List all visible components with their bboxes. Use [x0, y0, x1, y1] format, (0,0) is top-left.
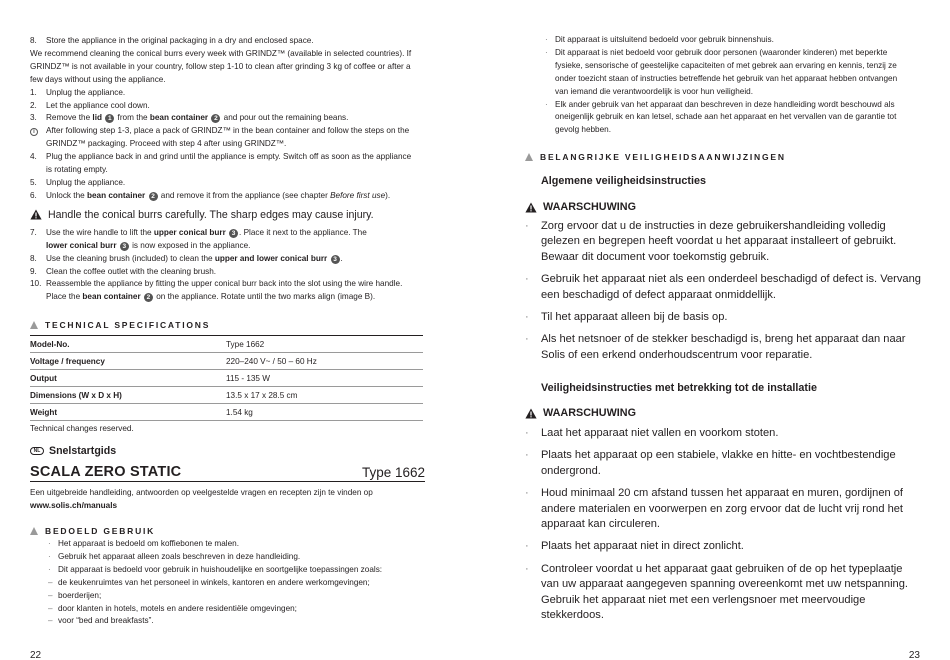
text-line: Solis of een erkend onderhoudscentrum voor reparatie. — [541, 348, 813, 361]
step-number: 4. — [30, 152, 37, 162]
page-number-right: 23 — [908, 650, 920, 660]
list-item-text: Het apparaat is bedoeld om koffiebonen te malen. — [58, 539, 240, 548]
text-line: fysieke, sensorische of geestelijke capaciteiten of met gebrek aan ervaring en kennis, tenzij ze — [555, 60, 897, 70]
list-item — [48, 538, 428, 551]
part-number-badge: 3 — [120, 242, 129, 251]
list-item — [525, 562, 925, 624]
step-number: 2. — [30, 100, 37, 110]
text-line: Dit apparaat is uitsluitend bedoeld voor gebruik binnenshuis. — [555, 35, 774, 44]
part-number-badge: 3 — [331, 255, 340, 264]
warning-icon — [525, 202, 537, 213]
triangle-icon — [30, 321, 38, 329]
text-line: Til het apparaat alleen bij de basis op. — [541, 311, 728, 324]
list-item-text — [541, 539, 925, 554]
product-title: SCALA ZERO STATIC — [30, 464, 182, 480]
sub-list-item-text: voor “bed and breakfasts”. — [58, 616, 154, 626]
safety-heading — [525, 152, 786, 162]
bullet: · — [525, 487, 529, 500]
step-number: 1. — [30, 87, 37, 97]
heading-text: BELANGRIJKE VEILIGHEIDSAANWIJZINGEN — [540, 152, 786, 162]
text: . — [340, 253, 343, 263]
step-number: 5. — [30, 177, 37, 187]
text: from the — [115, 113, 150, 123]
spec-value: Type 1662 — [226, 336, 423, 353]
step-3 — [30, 112, 425, 125]
dash: – — [48, 590, 53, 600]
intended-use-list — [48, 538, 428, 628]
sub-list-item-text: door klanten in hotels, motels en andere residentiële omgevingen; — [58, 603, 297, 613]
list-item-text — [541, 448, 925, 479]
list-item — [545, 47, 915, 99]
dash: – — [48, 616, 53, 626]
text: Unlock the — [46, 190, 87, 200]
step-number: 7. — [30, 227, 37, 237]
step-2 — [30, 100, 425, 113]
text-line: Elk ander gebruik van het apparaat dan beschreven in deze handleiding wordt beschouwd als — [555, 99, 895, 109]
list-item — [525, 539, 925, 554]
text-line: een beschadigd of defect apparaat onmiddellijk. — [541, 288, 776, 301]
step-7 — [30, 227, 425, 253]
text-line: oneigenlijk gebruik en kan letsel, schade aan het apparaat en het vervallen van de garantie tot — [555, 112, 897, 122]
spec-value: 13.5 x 17 x 28.5 cm — [226, 387, 423, 404]
part-bean-container: bean container — [149, 113, 209, 123]
warning-icon — [30, 209, 42, 220]
installation-safety-heading: Veiligheidsinstructies met betrekking tot de installatie — [541, 382, 817, 394]
info-icon-wrap — [30, 125, 46, 151]
list-item — [525, 426, 925, 441]
text: Use the cleaning brush (included) to clean the — [46, 253, 215, 263]
spec-row — [30, 336, 423, 353]
step-10 — [30, 278, 425, 304]
step-8-store — [30, 35, 425, 48]
text-line: Plaats het apparaat niet in direct zonlicht. — [541, 540, 744, 553]
installation-safety-list — [525, 426, 925, 623]
intended-use-heading — [30, 526, 155, 536]
bullet: · — [48, 564, 51, 574]
language-badge: NL — [30, 447, 44, 455]
text-line: onder toezicht staan of instructies betreffende het gebruik van het apparaat hebben ontvangen — [555, 73, 898, 83]
spec-key: Output — [30, 370, 226, 387]
page-number-left: 22 — [30, 650, 42, 660]
step-number: 8. — [30, 253, 37, 263]
text-line: van uw apparaat aangegeven spanning overeenkomt met uw netspanning. — [541, 578, 908, 591]
text: and pour out the remaining beans. — [221, 113, 349, 123]
list-item-text: Gebruik het apparaat alleen zoals beschreven in deze handleiding. — [58, 551, 301, 561]
text-line: Plaats het apparaat op een stabiele, vlakke en hitte- en vochtbestendige — [541, 449, 896, 462]
part-number-badge: 1 — [105, 114, 114, 123]
use-items — [48, 538, 428, 577]
step-1 — [30, 87, 425, 100]
warning-label-2 — [525, 407, 636, 419]
recommend-line-1: We recommend cleaning the conical burrs every week with GRINDZ™ (available in selected countries). If — [30, 48, 412, 58]
step-text: Clean the coffee outlet with the cleaning brush. — [46, 266, 217, 276]
list-item — [48, 551, 428, 564]
product-title-bar — [30, 464, 425, 482]
spec-row — [30, 370, 423, 387]
list-item-text — [555, 34, 915, 47]
spec-row — [30, 353, 423, 370]
bullet: · — [525, 273, 529, 286]
spec-key: Dimensions (W x D x H) — [30, 387, 226, 404]
general-safety-list — [525, 219, 925, 363]
text-line: Als het netsnoer of de stekker beschadigd is, breng het apparaat dan naar — [541, 333, 906, 346]
step-text — [46, 227, 425, 253]
step-text — [46, 253, 425, 266]
spec-value: 1.54 kg — [226, 404, 423, 421]
text-line: Gebruik het apparaat niet met een verlengsnoer met meervoudige — [541, 593, 866, 606]
triangle-icon — [525, 153, 533, 161]
spec-key: Model-No. — [30, 336, 226, 353]
general-safety-heading: Algemene veiligheidsinstructies — [541, 175, 707, 187]
text-line: Controleer voordat u het apparaat gaat gebruiken of de op het typeplaatje — [541, 562, 903, 575]
list-item-text: Dit apparaat is bedoeld voor gebruik in huishoudelijke en soortgelijke toepassingen zoals: — [58, 564, 383, 574]
tech-note: Technical changes reserved. — [30, 424, 134, 433]
part-number-badge: 3 — [229, 229, 238, 238]
text-line: gevolg hebben. — [555, 125, 611, 135]
bullet: · — [525, 220, 529, 232]
part-number-badge: 2 — [149, 192, 158, 201]
part-number-badge: 2 — [144, 293, 153, 302]
text-line: ondergrond. — [541, 464, 601, 477]
step-number: 3. — [30, 113, 37, 123]
quick-guide-text: Snelstartgids — [49, 445, 117, 457]
text: on the appliance. Rotate until the two marks align (image B). — [153, 292, 376, 302]
text-line: Dit apparaat is niet bedoeld voor gebruik door personen (waaronder kinderen) met beperkte — [555, 47, 888, 57]
text-line: Houd minimaal 20 cm afstand tussen het apparaat en muren, gordijnen of — [541, 487, 903, 500]
bullet: · — [525, 333, 529, 346]
text-line: andere materialen en voorwerpen en zorg ervoor dat de lucht vrij rond het — [541, 502, 903, 515]
intro-text: Een uitgebreide handleiding, antwoorden op veelgestelde vragen en recepten zijn te vinden op — [30, 488, 373, 497]
part-lid: lid — [92, 113, 102, 123]
list-item-text — [541, 426, 925, 441]
text-line: Bewaar dit document voor toekomstig gebruik. — [541, 250, 770, 263]
warning-text: WAARSCHUWING — [543, 407, 636, 419]
warning-icon — [525, 408, 537, 419]
step-text — [46, 278, 425, 304]
step-text: Unplug the appliance. — [46, 87, 126, 97]
step-9 — [30, 266, 425, 279]
part-number-badge: 2 — [211, 114, 220, 123]
step-line: Plug the appliance back in and grind until the appliance is empty. Switch off as soon as the appliance — [46, 152, 412, 162]
right-page — [475, 0, 950, 660]
text: Use the wire handle to lift the — [46, 227, 154, 237]
text-line: van iemand die verantwoordelijk is voor hun veiligheid. — [555, 86, 753, 96]
step-text — [46, 151, 425, 177]
list-item — [545, 34, 915, 47]
step-line: is rotating empty. — [46, 165, 108, 175]
dash: – — [48, 577, 53, 587]
spec-row — [30, 387, 423, 404]
spec-row — [30, 404, 423, 421]
list-item — [48, 564, 428, 577]
part-burrs: upper and lower conical burr — [214, 253, 328, 263]
bullet: · — [545, 35, 548, 44]
bullet: · — [525, 562, 529, 575]
bullet: · — [48, 551, 51, 561]
text: . Place it next to the appliance. The — [239, 227, 367, 237]
list-item — [525, 332, 925, 363]
list-item-text — [541, 310, 925, 325]
chapter-reference: Before first use — [330, 190, 386, 200]
sub-list-item-text: de keukenruimtes van het personeel in winkels, kantoren en andere werkomgevingen; — [58, 577, 370, 587]
info-line: After following step 1-3, place a pack of GRINDZ™ in the bean container and follow the steps on the — [46, 126, 410, 136]
spec-value: 115 - 135 W — [226, 370, 423, 387]
text: ). — [385, 190, 391, 200]
step-number: 10. — [30, 279, 42, 289]
step-text: Let the appliance cool down. — [46, 100, 150, 110]
part-bean-container: bean container — [86, 190, 146, 200]
part-upper-burr: upper conical burr — [153, 227, 226, 237]
step-5 — [30, 177, 425, 190]
bullet: · — [525, 427, 529, 439]
text-line: Gebruik het apparaat niet als een onderdeel beschadigd of defect is. Vervang — [541, 273, 921, 286]
spec-table — [30, 335, 423, 421]
text: is now exposed in the appliance. — [129, 240, 251, 250]
text-line: Laat het apparaat niet vallen en voorkom stoten. — [541, 427, 779, 439]
info-note — [30, 125, 425, 151]
text-line: apparaat kan circuleren. — [541, 518, 661, 531]
sub-list-item-text: boerderijen; — [58, 590, 102, 600]
usage-restrictions-list — [545, 34, 915, 137]
quick-guide-label — [30, 445, 116, 457]
use-subitems — [48, 577, 428, 629]
step-number: 6. — [30, 190, 37, 200]
tech-spec-heading — [30, 320, 210, 330]
list-item-text — [541, 332, 925, 363]
step-4 — [30, 151, 425, 177]
heading-text: TECHNICAL SPECIFICATIONS — [45, 320, 211, 330]
text-line: stekkerdoos. — [541, 609, 604, 622]
list-item-text — [541, 219, 925, 265]
list-item — [525, 272, 925, 303]
heading-text: BEDOELD GEBRUIK — [45, 526, 156, 536]
step-line: Reassemble the appliance by fitting the upper conical burr back into the slot using the wire handle. — [46, 279, 403, 289]
bullet: · — [525, 540, 529, 553]
step-8-clean — [30, 253, 425, 266]
sub-list-item — [48, 577, 428, 590]
product-type: Type 1662 — [361, 465, 425, 480]
triangle-icon — [30, 527, 38, 535]
part-lower-burr: lower conical burr — [46, 240, 117, 250]
step-number: 8. — [30, 36, 37, 45]
list-item — [525, 219, 925, 265]
step-6 — [30, 190, 425, 203]
spec-key: Weight — [30, 404, 226, 421]
list-item — [545, 99, 915, 138]
list-item — [525, 310, 925, 325]
bullet: · — [545, 99, 548, 109]
text-line: Zorg ervoor dat u de instructies in deze gebruikershandleiding volledig — [541, 220, 886, 232]
bullet: · — [525, 311, 529, 324]
step-text: Store the appliance in the original packaging in a dry and enclosed space. — [46, 36, 314, 45]
step-text — [46, 190, 425, 203]
part-bean-container: bean container — [82, 292, 141, 302]
step-text: Unplug the appliance. — [46, 177, 126, 187]
text: and remove it from the appliance (see chapter — [158, 190, 331, 200]
manuals-link[interactable]: www.solis.ch/manuals — [30, 500, 118, 510]
burr-warning — [30, 208, 425, 222]
text-line: gelezen en begrepen heeft voordat u het apparaat installeert of gebruikt. — [541, 235, 897, 248]
intro — [30, 487, 425, 513]
sub-list-item — [48, 590, 428, 603]
bullet: · — [48, 539, 51, 548]
sub-list-item — [48, 603, 428, 616]
info-text — [46, 125, 425, 151]
recommend-line-2: GRINDZ™ is not available in your country, follow step 1-10 to clean after grinding 3 kg of coffee or after a — [30, 61, 411, 71]
spec-table-body — [30, 336, 423, 421]
sub-list-item — [48, 615, 428, 628]
text: Place the — [46, 292, 83, 302]
spec-value: 220–240 V~ / 50 – 60 Hz — [226, 353, 423, 370]
list-item — [525, 486, 925, 532]
cleaning-instructions — [30, 35, 425, 304]
warning-text: Handle the conical burrs carefully. The sharp edges may cause injury. — [48, 208, 374, 221]
list-item-text — [541, 272, 925, 303]
list-item-text — [541, 562, 925, 624]
list-item-text — [555, 99, 915, 138]
spec-key: Voltage / frequency — [30, 353, 226, 370]
list-item-text — [541, 486, 925, 532]
info-icon: i — [30, 128, 38, 136]
warning-text: WAARSCHUWING — [543, 201, 636, 213]
list-item-text — [555, 47, 915, 99]
bullet: · — [545, 47, 548, 57]
warning-label-1 — [525, 201, 636, 213]
bullet: · — [525, 449, 529, 462]
step-text — [46, 112, 425, 125]
dash: – — [48, 603, 53, 613]
info-line: GRINDZ™ packaging. Proceed with step 4 after using GRINDZ™. — [46, 139, 287, 149]
step-number: 9. — [30, 266, 37, 276]
text: Remove the — [46, 113, 93, 123]
recommend-line-3: few days without using the appliance. — [30, 74, 166, 84]
list-item — [525, 448, 925, 479]
